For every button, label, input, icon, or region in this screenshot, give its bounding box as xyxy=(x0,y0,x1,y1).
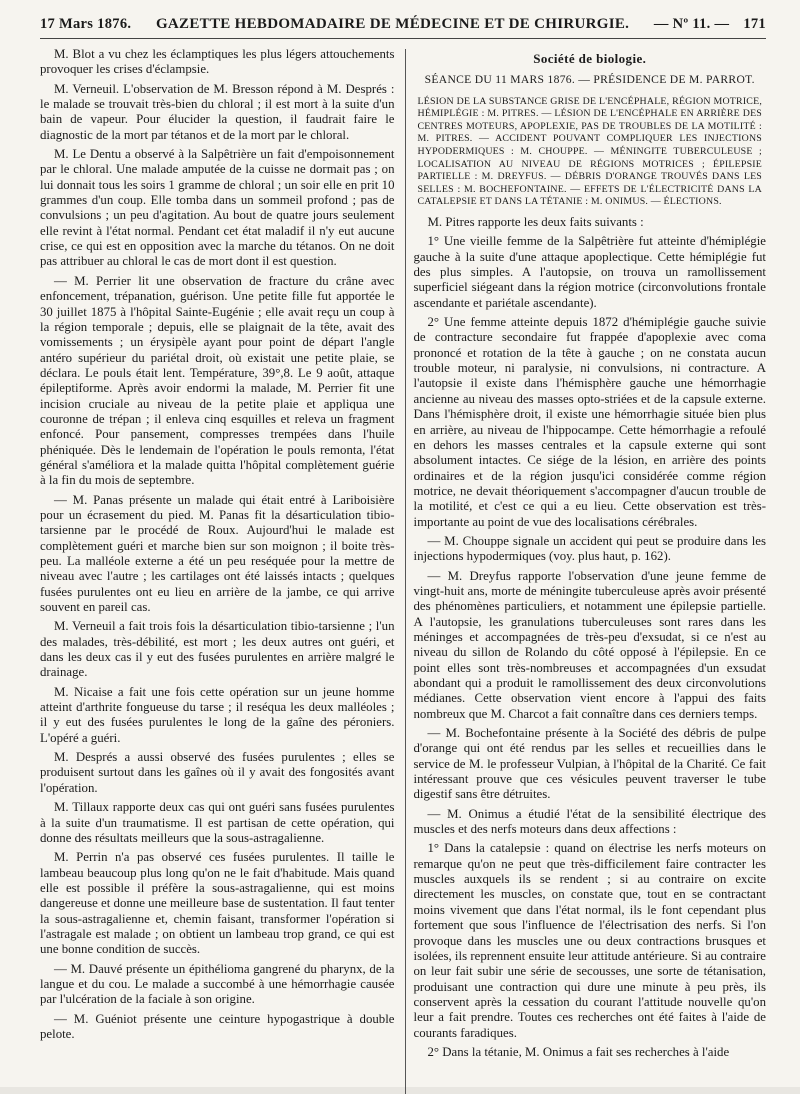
paragraph: — M. Perrier lit une observation de fracture du crâne avec enfoncement, trépanation, guérison. Une petite fille fut apportée le 30 juillet 1875 à l'hôpital Sainte-Eugénie ; elle avait reçu un coup à la région temporale ; depuis, elle se plaignait de la tête, avait des vomissements ; un érysipèle ayant pour point de départ l'angle antéro supérieur du pariétal droit, où existait une petite plaie, se déclara. Le pouls était lent. Température, 39°,8. Le 9 août, attaque épileptiforme. Après avoir endormi la malade, M. Perrier fit une incision cruciale au niveau de la petite plaie et appliqua une couronne de trépan ; il enleva cinq esquilles et releva un fragment enfoncé. Pour pansement, compresses trempées dans l'huile phéniquée. Dès le lendemain de l'opération le pouls remonta, l'état général s'améliora et la malade quitta l'hôpital complètement guérie à la fin du mois de septembre. xyxy=(40,273,395,488)
paragraph: M. Després a aussi observé des fusées purulentes ; elles se produisent surtout dans les gaînes où il y avait des fongosités avant l'opération. xyxy=(40,750,395,795)
paragraph: M. Perrin n'a pas observé ces fusées purulentes. Il taille le lambeau beaucoup plus long qu'on ne le fait d'habitude. Mais quand elle est possible il préfère la sous-astragalienne, qui est moins dangereuse et donne une meilleure base de sustentation. Il faut tenter la sous-astragalienne et, chemin faisant, transformer l'opération si l'astragale est malade ; on obtient un lambeau trop grand, ce qui est une bonne condition de succès. xyxy=(40,850,395,957)
paragraph: 2° Une femme atteinte depuis 1872 d'hémiplégie gauche suivie de contracture secondaire fut frappée d'apoplexie avec coma prononcé et rotation de la tête à gauche ; on ne constata aucun trouble moteur, ni paralysie, ni convulsions, ni contracture. A l'autopsie il existe dans l'hémisphère gauche une hémorrhagie ancienne au niveau des masses opto-striées et de la capsule externe. Dans l'hémisphère droit, il existe une hémorrhagie située bien plus en arrière, au niveau de l'hippocampe. Cette hémorrhagie a refoulé en dehors les masses centrales et la capsule externe qui sont absolument intactes. Ce siége de la lésion, en arrière des points ordinaires et de la région jusqu'ici considérée comme région motrice, ne devait théoriquement s'accompagner d'aucun trouble de la motilité, et c'est ce qui a eu lieu. Cette observation est très-importante au point de vue des localisations cérébrales. xyxy=(413,315,766,529)
paragraph: — M. Dauvé présente un épithélioma gangrené du pharynx, de la langue et du cou. Le malade a succombé à une hémorrhagie causée par l'ulcération de la faciale à son origine. xyxy=(40,961,395,1007)
header-journal-title: GAZETTE HEBDOMADAIRE DE MÉDECINE ET DE CHIRURGIE. xyxy=(155,16,630,32)
paragraph: 1° Une vieille femme de la Salpêtrière fut atteinte d'hémiplégie gauche à la suite d'une attaque apoplectique. Cette hémiplégie fut des plus simples. A l'autopsie, on trouva un ramollissement superficiel siégeant dans la région motrice (circonvolutions frontale ascendante et pariétale ascendante). xyxy=(413,234,766,310)
paragraph: — M. Bochefontaine présente à la Société des débris de pulpe d'orange qui ont été rendus par les selles et recueillies dans le service de M. le professeur Vulpian, à l'hôpital de la Charité. Ce fait intéressant prouve que ces vésicules peuvent traverser le tube digestif sans être détruites. xyxy=(413,726,766,802)
header-issue: — Nº 11. — xyxy=(653,16,730,32)
paragraph: — M. Dreyfus rapporte l'observation d'une jeune femme de vingt-huit ans, morte de méningite tuberculeuse après avoir présenté des phénomènes particuliers, et notamment une épilepsie partielle. A l'autopsie, les granulations tuberculeuses sont rares dans les méninges et accompagnées de très-peu d'exsudat, si ce n'est au niveau du sillon de Rolando du côté opposé à l'épilepsie. En ce point elles sont très-nombreuses et accompagnées d'un exsudat abondant qui a produit le ramollissement des deux circonvolutions médianes. Cette observation vient encore à l'appui des faits nombreux que M. Charcot a fait connaître dans ces derniers temps. xyxy=(413,568,766,721)
paragraph: 2° Dans la tétanie, M. Onimus a fait ses recherches à l'aide xyxy=(427,1044,730,1059)
session-summary: LÉSION DE LA SUBSTANCE GRISE DE L'ENCÉPHALE, RÉGION MOTRICE, HÉMIPLÉGIE : M. PITRES. — LÉSION DE L'ENCÉPHALE EN ARRIÈRE DES CENTRES MOTEURS, APOPLEXIE, PAS DE TROUBLES DE LA MOTILITÉ : M. PITRES. — ACCIDENT POUVANT COMPLIQUER LES INJECTIONS HYPODERMIQUES : M. CHOUPPE. — MÉNINGITE TUBERCULEUSE ; LOCALISATION AU NIVEAU DE RÉGIONS MOTRICES ; ÉPILEPSIE PARTIELLE : M. DREYFUS. — DÉBRIS D'ORANGE TROUVÉS DANS LES SELLES : M. BOCHEFONTAINE. — EFFETS DE L'ÉLECTRICITÉ DANS LA CATALEPSIE ET DANS LA TÉTANIE : M. ONIMUS. — ÉLECTIONS. xyxy=(417,95,762,208)
paragraph: 1° Dans la catalepsie : quand on électrise les nerfs moteurs on remarque qu'on ne peut que très-difficilement faire contracter les muscles auxquels ils se rendent ; si au contraire on excite directement les muscles, on constate que, tout en se contractant moins vivement que dans l'état normal, ils le font cependant plus fortement que sous l'influence de l'électrisation des nerfs. Si l'on provoque dans les muscles une ou deux contractions brusques et isolées, ils reprennent ensuite leur attitude antérieure. Si au contraire on leur fait subir une série de secousses, une sorte de tétanisation, produisant une contraction qui dure une minute à peu près, ils conservent après la cessation du courant l'attitude nouvelle qu'on leur a fait prendre. Toutes ces recherches ont été faites à l'aide de courants faradiques. xyxy=(413,841,766,1040)
paragraph: M. Nicaise a fait une fois cette opération sur un jeune homme atteint d'arthrite fongueuse du tarse ; il reséqua les deux malléoles ; il y eut des fusées purulentes le long de la gaîne des péroniers. L'opéré a guéri. xyxy=(40,684,395,745)
paragraph: M. Blot a vu chez les éclamptiques les plus légers attouchements provoquer les crises d'éclampsie. xyxy=(40,47,395,77)
left-column xyxy=(40,47,403,1094)
right-column xyxy=(414,47,767,1094)
paragraph: M. Tillaux rapporte deux cas qui ont guéri sans fusées purulentes à la suite d'un traumatisme. Il est partisan de cette opération, qui donne des résultats meilleurs que la sous-astragalienne. xyxy=(40,800,395,845)
page-header xyxy=(40,16,766,39)
paragraph: — M. Guéniot présente une ceinture hypogastrique à double pelote. xyxy=(40,1011,395,1041)
header-issue-page xyxy=(654,16,766,33)
two-column-body xyxy=(40,47,766,1094)
session-line: SÉANCE DU 11 MARS 1876. — PRÉSIDENCE DE M. PARROT. xyxy=(424,73,755,87)
paragraph: M. Verneuil. L'observation de M. Bresson répond à M. Després : le malade se trouvait très-bien du chloral ; il est mort à la suite d'un bain de vapeur. Pour élucider la question, il faudrait faire le diagnostic de la mort par tétanos et de la mort par le chloral. xyxy=(40,81,395,142)
paragraph: M. Pitres rapporte les deux faits suivants : xyxy=(427,215,644,230)
column-divider xyxy=(405,49,406,1094)
paragraph: — M. Onimus a étudié l'état de la sensibilité électrique des muscles et des nerfs moteurs dans deux affections : xyxy=(413,806,766,837)
header-page-number: 171 xyxy=(743,16,766,32)
paragraph: M. Le Dentu a observé à la Salpêtrière un fait d'empoisonnement par le chloral. Une malade amputée de la cuisse ne dormait pas ; on lui donnait tous les soirs 1 gramme de chloral ; un soir elle en prit 10 grammes d'un coup. Elle tomba dans un sommeil profond ; pas de convulsions ; un peu d'agitation. Au bout de quatre jours seulement elle revint à l'état normal. Pendant cet état maladif il n'y eut aucune crise, ce qui est en opposition avec la marche du tétanos. On ne doit pas attribuer au chloral le cas de mort dont il est question. xyxy=(40,147,395,269)
paragraph: M. Verneuil a fait trois fois la désarticulation tibio-tarsienne ; l'un des malades, très-débilité, est mort ; les deux autres ont guéri, et dans les deux cas il y eut des fusées purulentes en arrière malgré le drainage. xyxy=(40,619,395,680)
paragraph: — M. Chouppe signale un accident qui peut se produire dans les injections hypodermiques (voy. plus haut, p. 162). xyxy=(413,533,766,564)
paragraph: — M. Panas présente un malade qui était entré à Lariboisière pour un écrasement du pied. M. Panas fit la désarticulation tibio-tarsienne par le procédé de Roux. Aujourd'hui le malade est complètement guéri et marche bien sur son moignon ; il boite très-peu. La malléole externe a été un peu reséquée pour la mettre de niveau avec l'autre ; les cartilages ont été laissés intacts ; quelques fusées purulentes ont eu lieu en arrière de la jambe, ce qui arrive souvent en pareil cas. xyxy=(40,492,395,615)
header-date: 17 Mars 1876. xyxy=(40,16,132,32)
section-title: Société de biologie. xyxy=(533,51,647,66)
